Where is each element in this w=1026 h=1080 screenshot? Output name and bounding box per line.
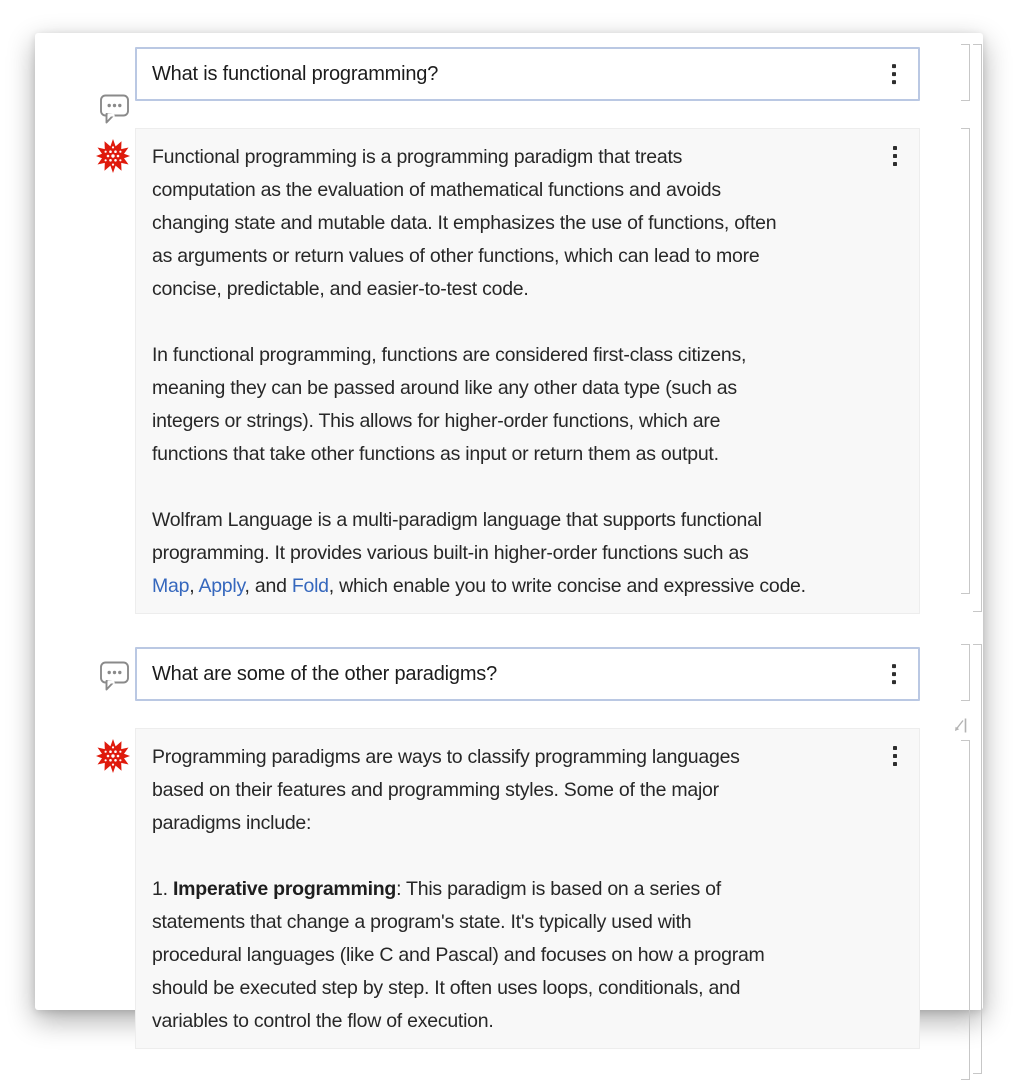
chat-question-text: What is functional programming? — [152, 62, 439, 85]
text-line: In functional programming, functions are considered first-class citizens, — [152, 344, 747, 366]
list-number: 1. — [152, 878, 173, 900]
cell-bracket-response-1[interactable] — [961, 128, 970, 594]
text-line: paradigms include: — [152, 812, 312, 834]
chat-input-cell-1[interactable] — [135, 47, 920, 101]
text-line: meaning they can be passed around like any other data type (such as — [152, 377, 737, 399]
doc-link-fold[interactable]: Fold — [291, 575, 329, 597]
cell-menu-kebab-icon[interactable] — [889, 661, 899, 687]
response-paragraph — [152, 873, 903, 1038]
text-line-with-links — [152, 570, 903, 603]
cell-menu-kebab-icon[interactable] — [889, 61, 899, 87]
wolfram-spikey-icon — [95, 138, 131, 174]
chat-question-text: What are some of the other paradigms? — [152, 662, 498, 685]
text-line: programming. It provides various built-in higher-order functions such as — [152, 542, 749, 564]
diagonal-arrow-bar-icon[interactable] — [954, 717, 968, 734]
cell-menu-kebab-icon[interactable] — [890, 743, 900, 769]
text-line: functions that take other functions as input or return them as output. — [152, 443, 719, 465]
notebook-window — [35, 33, 983, 1032]
text-line: concise, predictable, and easier-to-test code. — [152, 278, 529, 300]
chat-input-cell-2[interactable] — [135, 647, 920, 701]
cell-menu-kebab-icon[interactable] — [890, 143, 900, 169]
assistant-response-cell-1 — [135, 128, 920, 614]
doc-link-apply[interactable]: Apply — [198, 575, 245, 597]
speech-bubble-ellipsis-icon[interactable] — [99, 658, 131, 694]
cell-bracket-chat-2[interactable] — [961, 644, 970, 701]
response-paragraph — [152, 741, 903, 840]
wolfram-spikey-icon — [95, 738, 131, 774]
response-paragraph — [152, 339, 903, 471]
doc-link-map[interactable]: Map — [152, 575, 190, 597]
text-span: , and — [244, 575, 292, 597]
text-line: changing state and mutable data. It emphasizes the use of functions, often — [152, 212, 777, 234]
text-line: Wolfram Language is a multi-paradigm language that supports functional — [152, 509, 762, 531]
text-line: integers or strings). This allows for higher-order functions, which are — [152, 410, 721, 432]
text-span: , — [189, 575, 199, 597]
text-line: variables to control the flow of execution. — [152, 1010, 494, 1032]
text-line: Functional programming is a programming paradigm that treats — [152, 146, 683, 168]
text-span: , which enable you to write concise and expressive code. — [328, 575, 806, 597]
text-line: as arguments or return values of other functions, which can lead to more — [152, 245, 760, 267]
text-line: should be executed step by step. It often uses loops, conditionals, and — [152, 977, 741, 999]
text-line: procedural languages (like C and Pascal) and focuses on how a program — [152, 944, 765, 966]
assistant-response-cell-2 — [135, 728, 920, 1049]
speech-bubble-ellipsis-icon[interactable] — [99, 91, 131, 127]
group-bracket-2[interactable] — [973, 644, 982, 1074]
response-paragraph — [152, 141, 903, 306]
cell-bracket-chat-1[interactable] — [961, 44, 970, 101]
text-line: computation as the evaluation of mathematical functions and avoids — [152, 179, 721, 201]
text-line: Programming paradigms are ways to classify programming languages — [152, 746, 740, 768]
text-span: : This paradigm is based on a series of — [396, 878, 721, 900]
text-line: statements that change a program's state. It's typically used with — [152, 911, 692, 933]
text-line: based on their features and programming styles. Some of the major — [152, 779, 719, 801]
text-line-with-bold — [152, 873, 903, 906]
bold-term: Imperative programming — [172, 878, 397, 900]
cell-bracket-response-2[interactable] — [961, 740, 970, 1080]
group-bracket-1[interactable] — [973, 44, 982, 612]
response-paragraph — [152, 504, 903, 603]
